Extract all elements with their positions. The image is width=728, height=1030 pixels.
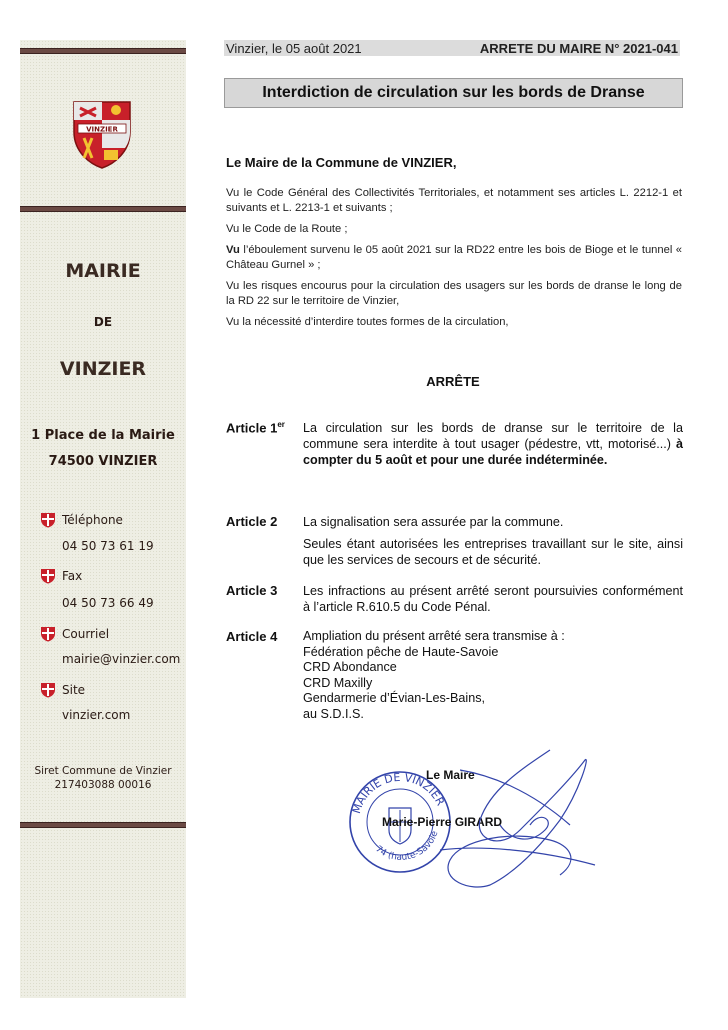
- sidebar-de: DE: [93, 315, 113, 329]
- coat-of-arms-icon: [40, 682, 56, 698]
- contact-label: Téléphone: [62, 513, 123, 527]
- contact-site: [40, 682, 85, 698]
- contact-value[interactable]: mairie@vinzier.com: [62, 652, 181, 666]
- article-1-label: [226, 420, 285, 435]
- article-4-recipients: [303, 629, 565, 722]
- stamp-top-text: MAIRIE DE VINZIER: [349, 770, 447, 816]
- stamp-bottom-text: 74 (haute-Savoie: [373, 829, 441, 863]
- siret-line-2: 217403088 00016: [54, 779, 152, 791]
- contact-email: [40, 626, 109, 642]
- document-header: [224, 40, 680, 56]
- town-crest-logo: [70, 98, 134, 170]
- contact-value: 04 50 73 66 49: [62, 596, 154, 610]
- siret-block: [20, 764, 186, 792]
- sidebar-divider: [20, 206, 186, 212]
- article-1-bold: à compter du 5 août et pour une durée indéterminée.: [303, 437, 683, 467]
- article-2-label: Article 2: [226, 514, 278, 529]
- recipient-line: Ampliation du présent arrêté sera transmise à :: [303, 629, 565, 643]
- visa-code-route: Vu le Code de la Route ;: [226, 223, 348, 235]
- visa-risques: Vu les risques encourus pour la circulation des usagers sur les bords de dranse le long de la RD 22 sur le territoire de Vinzier,: [226, 280, 682, 307]
- siret-line-1: Siret Commune de Vinzier: [34, 765, 172, 777]
- visa-text: l’éboulement survenu le 05 août 2021 sur la RD22 entre les bois de Bioge et le tunnel « Château Gurnel » ;: [226, 244, 682, 271]
- signature-title: Le Maire: [426, 768, 475, 782]
- article-label-sup: er: [277, 420, 285, 429]
- sidebar-divider: [20, 822, 186, 828]
- recipient-line: CRD Abondance: [303, 660, 397, 674]
- sidebar-town: VINZIER: [59, 358, 147, 380]
- handwritten-signature: [420, 730, 610, 900]
- contact-phone: [40, 512, 123, 528]
- decree-number: ARRETE DU MAIRE N° 2021-041: [479, 40, 678, 56]
- contact-label: Courriel: [62, 627, 110, 641]
- coat-of-arms-icon: [40, 626, 56, 642]
- contact-label: Site: [62, 683, 86, 697]
- article-3-text: Les infractions au présent arrêté seront poursuivies conformément à l’article R.610.5 du Code Pénal.: [303, 584, 683, 614]
- coat-of-arms-icon: [40, 512, 56, 528]
- recipient-line: au S.D.I.S.: [303, 706, 364, 721]
- article-3-label: Article 3: [226, 583, 278, 598]
- contact-value: 04 50 73 61 19: [62, 539, 154, 553]
- sidebar-mairie: MAIRIE: [65, 260, 141, 282]
- contact-label: Fax: [62, 569, 83, 583]
- document-title: Interdiction de circulation sur les bords de Dranse: [224, 78, 683, 108]
- contact-value[interactable]: vinzier.com: [62, 708, 131, 722]
- coat-of-arms-icon: [40, 568, 56, 584]
- recipient-line: Gendarmerie d’Évian-Les-Bains,: [303, 691, 485, 705]
- visa-eboulement: [226, 243, 682, 273]
- contact-fax: [40, 568, 82, 584]
- visa-cgct: Vu le Code Général des Collectivités Territoriales, et notamment ses articles L. 2212-1 et suivants et L. 2213-1 et suivants ;: [226, 187, 682, 214]
- article-4-label: Article 4: [226, 629, 278, 644]
- document-date: Vinzier, le 05 août 2021: [226, 40, 362, 56]
- article-1-text: [303, 420, 683, 468]
- recipient-line: Fédération pêche de Haute-Savoie: [303, 644, 499, 659]
- arrete-heading: ARRÊTE: [426, 374, 480, 389]
- crest-text: VINZIER: [86, 125, 118, 134]
- address-line-1: 1 Place de la Mairie: [31, 428, 175, 443]
- article-1-body: La circulation sur les bords de dranse sur le territoire de la commune sera interdite à tout usager (pédestre, vtt, motorisé...): [303, 421, 683, 451]
- article-2-text-2: Seules étant autorisées les entreprises travaillant sur le site, ainsi que les services de secours et de sécurité.: [303, 537, 683, 567]
- mayor-intro: Le Maire de la Commune de VINZIER,: [226, 155, 457, 170]
- letterhead-sidebar: [20, 40, 186, 998]
- visa-necessite: Vu la nécessité d’interdire toutes formes de la circulation,: [226, 316, 509, 328]
- signature-name: Marie-Pierre GIRARD: [382, 815, 503, 829]
- address-line-2: 74500 VINZIER: [48, 454, 158, 469]
- sidebar-divider: [20, 48, 186, 54]
- article-label-text: Article 1: [226, 420, 278, 436]
- recipient-line: CRD Maxilly: [303, 675, 373, 690]
- article-2-text-1: La signalisation sera assurée par la commune.: [303, 515, 564, 529]
- visa-prefix: Vu: [226, 244, 240, 256]
